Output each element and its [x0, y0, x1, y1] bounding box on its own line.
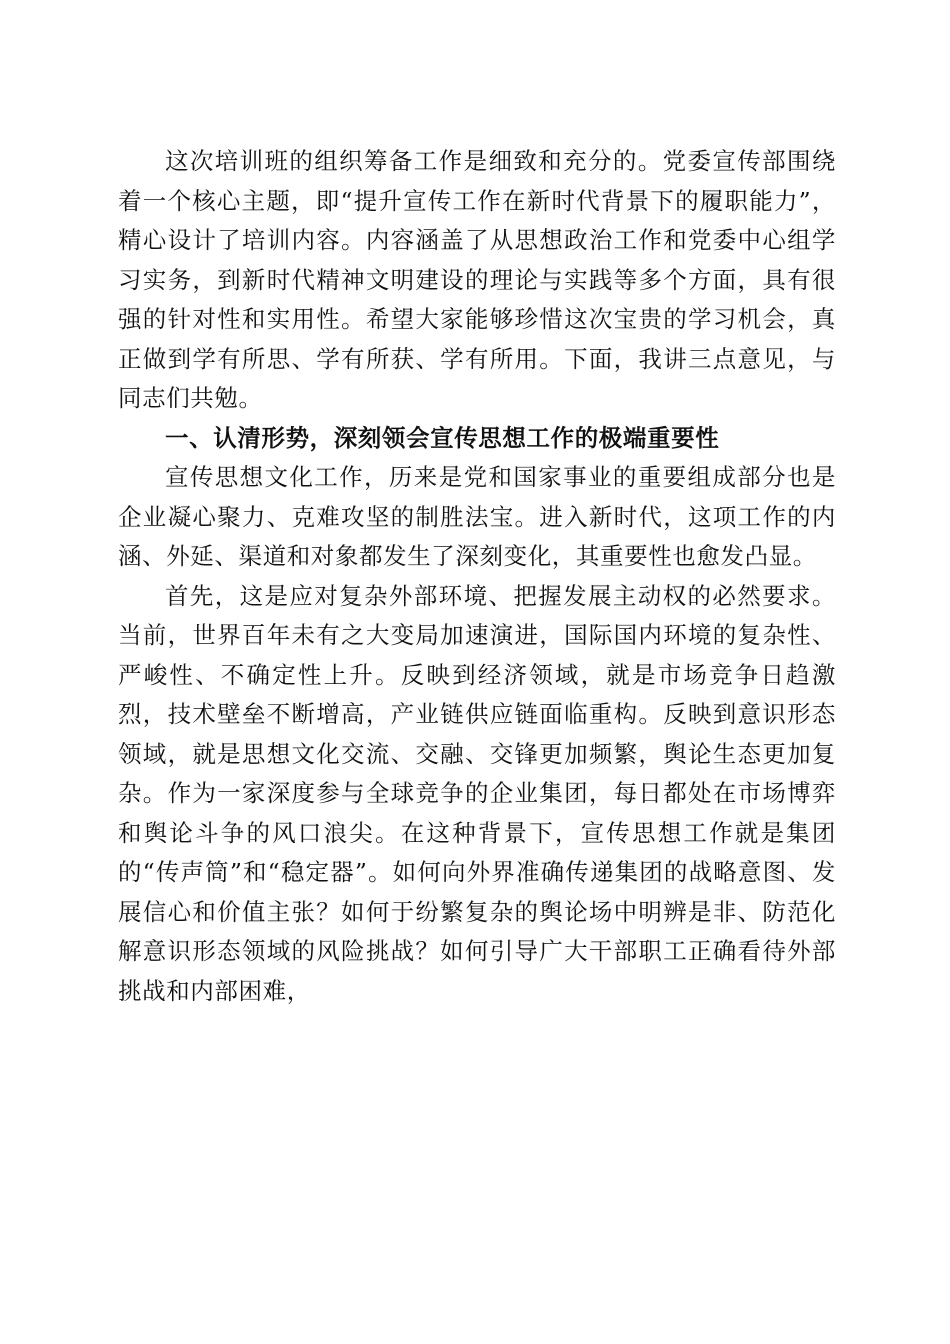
document-page	[118, 142, 836, 1011]
section-1-paragraph-2: 首先，这是应对复杂外部环境、把握发展主动权的必然要求。当前，世界百年未有之大变局加速演进，国际国内环境的复杂性、严峻性、不确定性上升。反映到经济领域，就是市场竞争日趋激烈，技术壁垒不断增高，产业链供应链面临重构。反映到意识形态领域，就是思想文化交流、交融、交锋更加频繁，舆论生态更加复杂。作为一家深度参与全球竞争的企业集团，每日都处在市场博弈和舆论斗争的风口浪尖。在这种背景下，宣传思想工作就是集团的“传声筒”和“稳定器”。如何向外界准确传递集团的战略意图、发展信心和价值主张？如何于纷繁复杂的舆论场中明辨是非、防范化解意识形态领域的风险挑战？如何引导广大干部职工正确看待外部挑战和内部困难，	[118, 581, 836, 1005]
section-1-paragraph-1: 宣传思想文化工作，历来是党和国家事业的重要组成部分也是企业凝心聚力、克难攻坚的制胜法宝。进入新时代，这项工作的内涵、外延、渠道和对象都发生了深刻变化，其重要性也愈发凸显。	[118, 463, 836, 570]
section-heading-1: 一、认清形势，深刻领会宣传思想工作的极端重要性	[165, 423, 720, 452]
intro-paragraph: 这次培训班的组织筹备工作是细致和充分的。党委宣传部围绕着一个核心主题，即“提升宣传工作在新时代背景下的履职能力”，精心设计了培训内容。内容涵盖了从思想政治工作和党委中心组学习实务，到新时代精神文明建设的理论与实践等多个方面，具有很强的针对性和实用性。希望大家能够珍惜这次宝贵的学习机会，真正做到学有所思、学有所获、学有所用。下面，我讲三点意见，与同志们共勉。	[118, 147, 836, 412]
